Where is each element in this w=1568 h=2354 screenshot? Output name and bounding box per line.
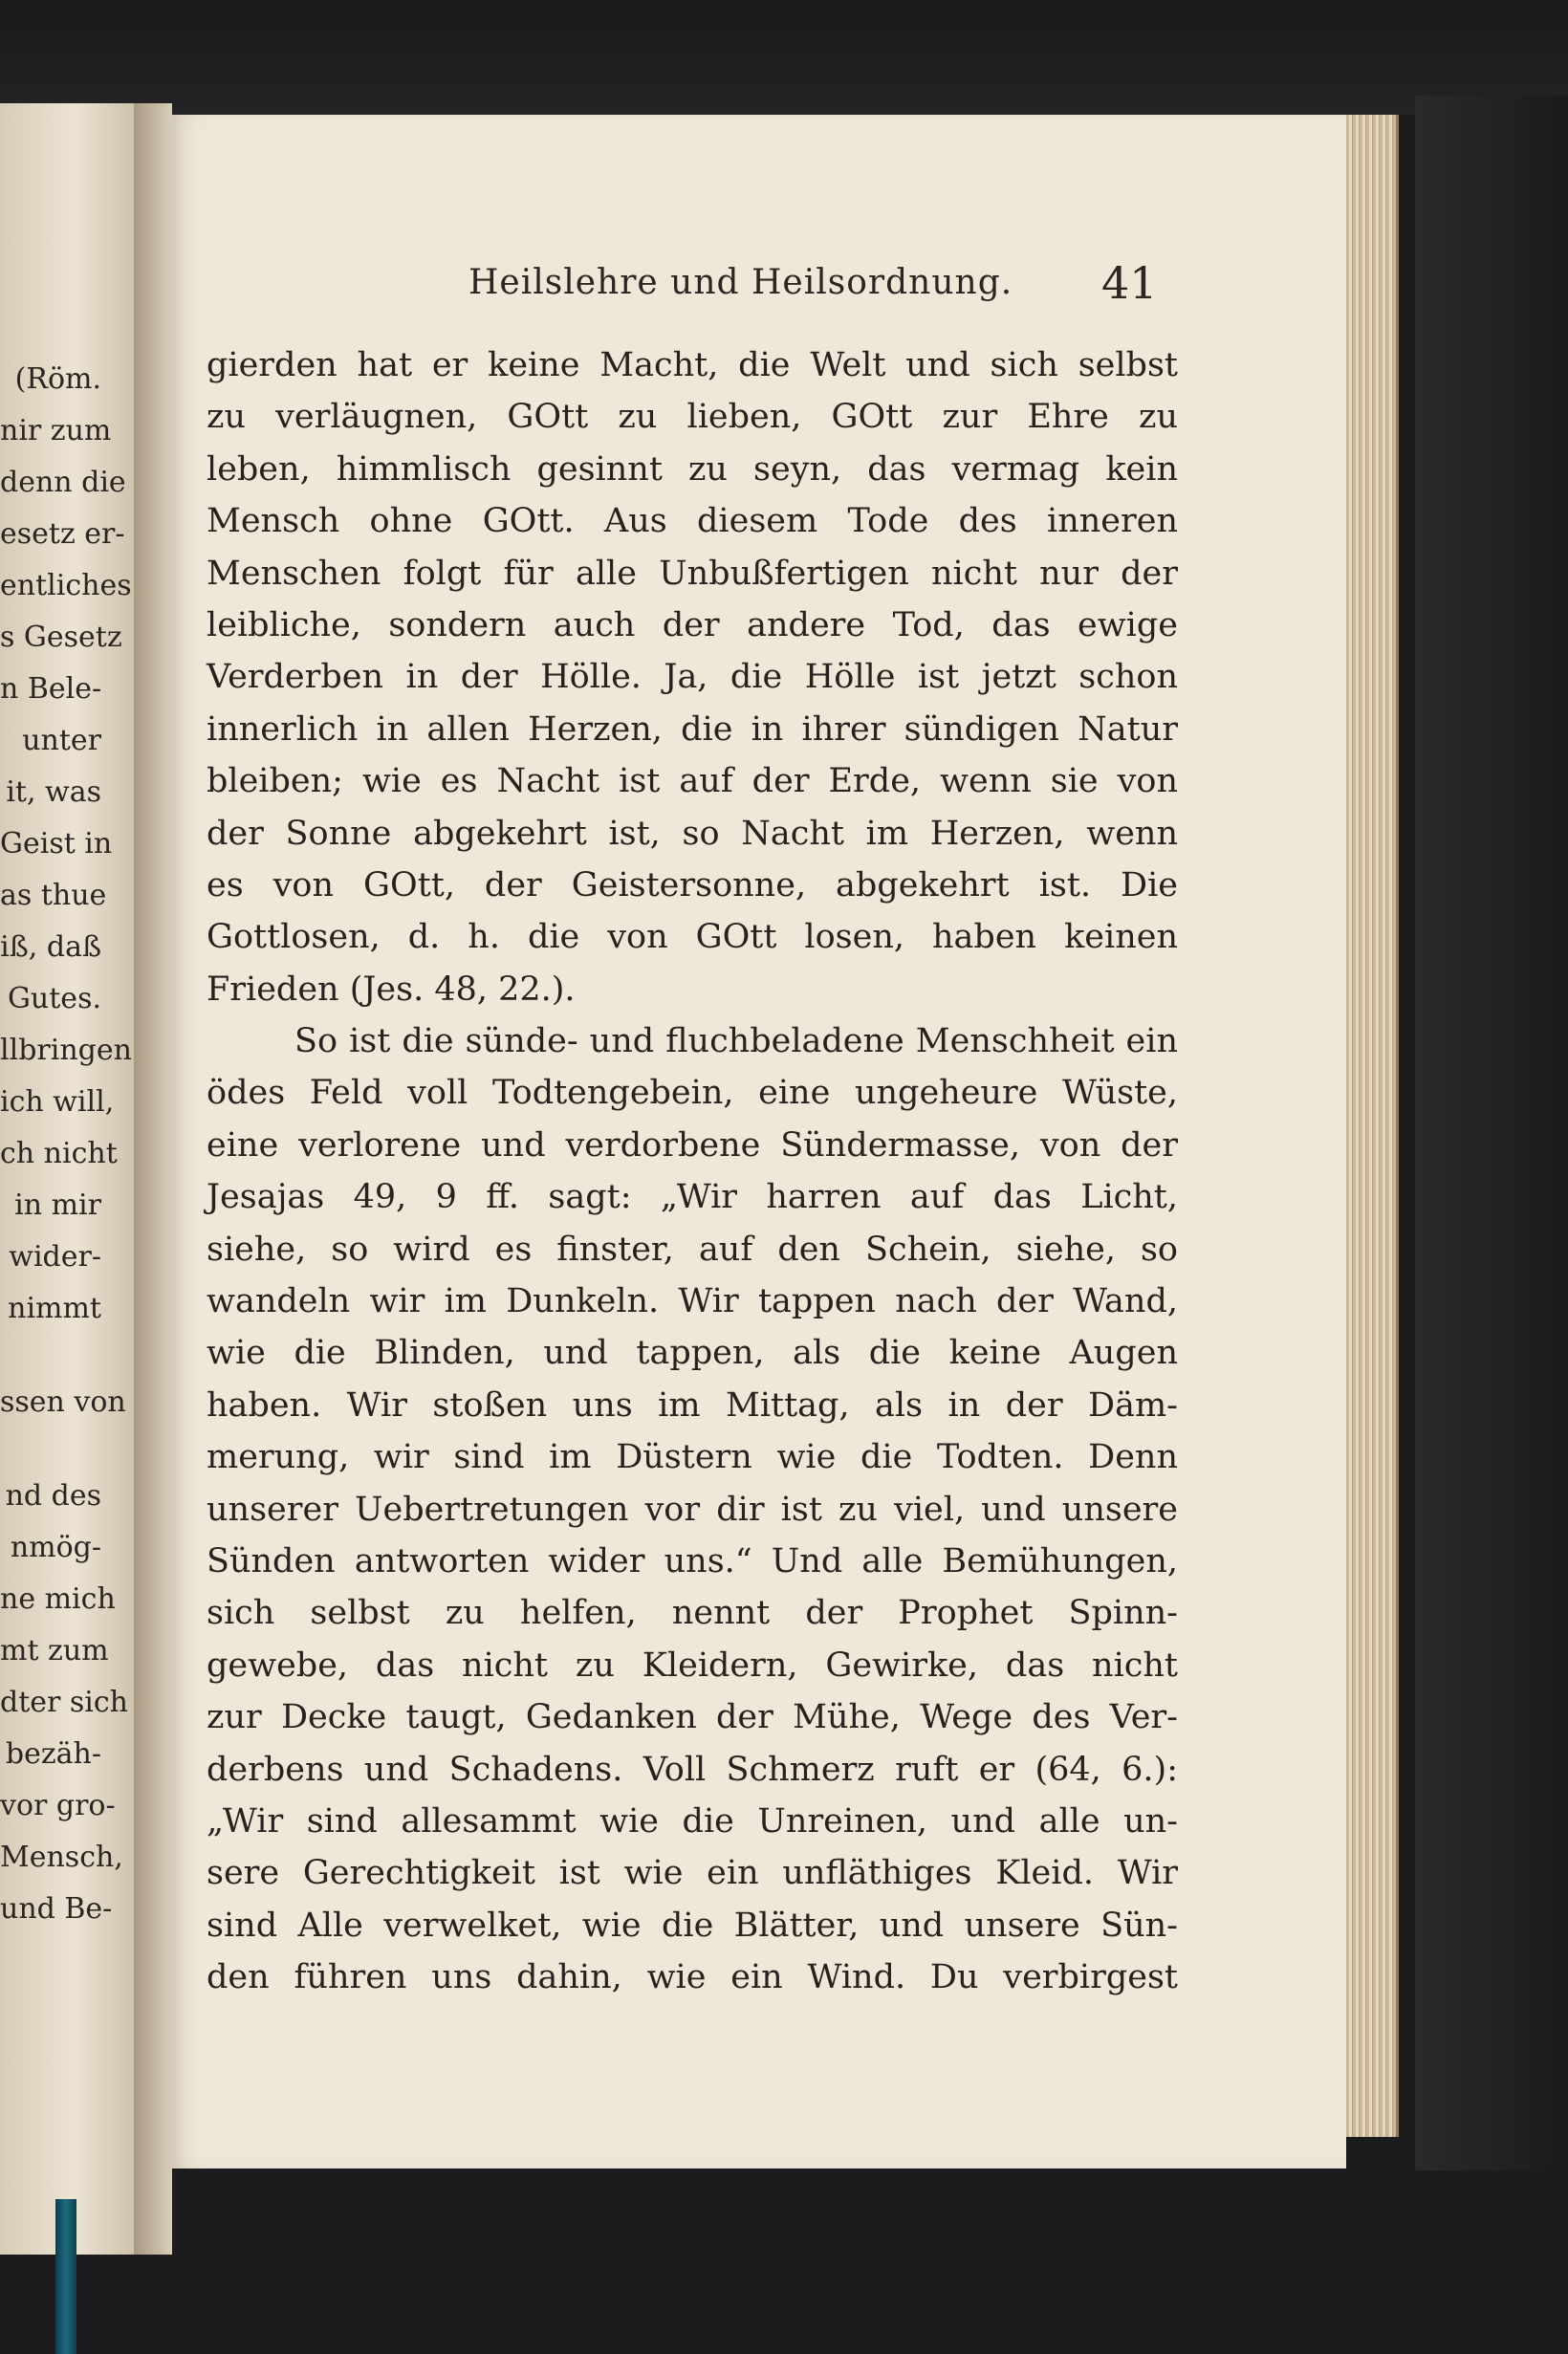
left-page-line: vor gro- xyxy=(0,1789,116,1822)
left-page-text xyxy=(0,354,134,1935)
text-line: Jesajas 49, 9 ff. sagt: „Wir harren auf das Licht, xyxy=(207,1178,1178,1217)
right-page xyxy=(172,115,1346,2169)
text-line: merung, wir sind im Düstern wie die Todten. Denn xyxy=(207,1438,1178,1477)
left-page-line: mt zum xyxy=(0,1634,109,1667)
body-text xyxy=(207,339,1178,2004)
text-line: wandeln wir im Dunkeln. Wir tappen nach der Wand, xyxy=(207,1282,1178,1321)
left-page-line: ch nicht xyxy=(0,1137,118,1170)
text-line: gierden hat er keine Macht, die Welt und sich selbst xyxy=(207,346,1178,384)
text-line: So ist die sünde- und fluchbeladene Menschheit ein xyxy=(294,1022,1178,1061)
left-page-line: bezäh- xyxy=(5,1737,101,1771)
text-line: unserer Uebertretungen vor dir ist zu viel, und unsere xyxy=(207,1490,1178,1529)
left-page-line: nmög- xyxy=(10,1531,101,1564)
text-line: leben, himmlisch gesinnt zu seyn, das vermag kein xyxy=(207,449,1178,489)
text-line: den führen uns dahin, wie ein Wind. Du verbirgest xyxy=(207,1958,1178,1997)
left-page-line: as thue xyxy=(0,879,107,912)
text-line: der Sonne abgekehrt ist, so Nacht im Herzen, wenn xyxy=(207,814,1178,853)
text-line: Gottlosen, d. h. die von GOtt losen, haben keinen xyxy=(207,918,1178,957)
text-line: Verderben in der Hölle. Ja, die Hölle ist jetzt schon xyxy=(207,658,1178,697)
bookmark-ribbon xyxy=(55,2199,76,2354)
left-page-line: esetz er- xyxy=(0,517,125,551)
text-line: haben. Wir stoßen uns im Mittag, als in der Däm- xyxy=(207,1385,1178,1425)
left-page-line: ich will, xyxy=(0,1085,115,1119)
text-line: Menschen folgt für alle Unbußfertigen nicht nur der xyxy=(207,554,1178,593)
left-page-line: ssen von xyxy=(0,1385,126,1419)
left-page-line: (Röm. xyxy=(14,362,101,396)
left-page-line: llbringen xyxy=(0,1034,132,1067)
text-line: „Wir sind allesammt wie die Unreinen, und alle un- xyxy=(207,1801,1178,1841)
left-page-line: entliches xyxy=(0,569,132,602)
text-line: innerlich in allen Herzen, die in ihrer sündigen Natur xyxy=(207,709,1178,749)
left-page-line: s Gesetz xyxy=(0,621,122,654)
text-line: sind Alle verwelket, wie die Blätter, und unsere Sün- xyxy=(207,1906,1178,1945)
text-line: wie die Blinden, und tappen, als die keine Augen xyxy=(207,1334,1178,1373)
left-page-line: in mir xyxy=(14,1188,101,1222)
left-page-line: wider- xyxy=(9,1240,101,1274)
text-line: sere Gerechtigkeit ist wie ein unfläthiges Kleid. Wir xyxy=(207,1854,1178,1893)
left-page-line: Mensch, xyxy=(0,1841,123,1874)
text-line: zu verläugnen, GOtt zu lieben, GOtt zur Ehre zu xyxy=(207,398,1178,437)
running-head-title: Heilslehre und Heilsordnung. xyxy=(468,263,1013,302)
book-cover-right xyxy=(1415,96,1568,2170)
left-page-line: n Bele- xyxy=(0,672,102,706)
left-page-line: Geist in xyxy=(0,827,113,861)
text-line: leibliche, sondern auch der andere Tod, das ewige xyxy=(207,605,1178,644)
text-line: sich selbst zu helfen, nennt der Prophet Spinn- xyxy=(207,1594,1178,1633)
left-page-line: unter xyxy=(22,724,101,757)
text-line: es von GOtt, der Geistersonne, abgekehrt ist. Die xyxy=(207,865,1178,905)
left-page-line: ne mich xyxy=(0,1582,116,1616)
text-line: gewebe, das nicht zu Kleidern, Gewirke, das nicht xyxy=(207,1646,1178,1685)
page-edges xyxy=(1346,115,1399,2137)
left-page-line: nd des xyxy=(5,1479,101,1513)
text-line: Sünden antworten wider uns.“ Und alle Bemühungen, xyxy=(207,1541,1178,1580)
text-line: bleiben; wie es Nacht ist auf der Erde, wenn sie von xyxy=(207,762,1178,801)
text-line: eine verlorene und verdorbene Sündermasse, von der xyxy=(207,1125,1178,1165)
left-page-line: nir zum xyxy=(0,414,112,447)
left-page-line: it, was xyxy=(6,775,101,809)
left-page xyxy=(0,103,134,2255)
left-page-line: nimmt xyxy=(8,1292,101,1325)
book-gutter xyxy=(134,103,172,2255)
text-line: ödes Feld voll Todtengebein, eine ungeheure Wüste, xyxy=(207,1074,1178,1113)
book-cover-top xyxy=(0,0,1568,115)
left-page-line: iß, daß xyxy=(0,930,101,964)
text-line: Mensch ohne GOtt. Aus diesem Tode des inneren xyxy=(207,502,1178,541)
text-line: siehe, so wird es finster, auf den Schein, siehe, so xyxy=(207,1230,1178,1269)
left-page-line: und Be- xyxy=(0,1892,113,1926)
text-line: zur Decke taugt, Gedanken der Mühe, Wege des Ver- xyxy=(207,1698,1178,1737)
page-number: 41 xyxy=(1101,257,1158,309)
left-page-line: Gutes. xyxy=(7,982,101,1015)
text-line: derbens und Schadens. Voll Schmerz ruft er (64, 6.): xyxy=(207,1750,1178,1789)
left-page-line xyxy=(0,1428,134,1471)
text-line: Frieden (Jes. 48, 22.). xyxy=(207,970,576,1009)
left-page-line: dter sich xyxy=(0,1686,129,1719)
left-page-line: denn die xyxy=(0,466,126,499)
left-page-line xyxy=(0,1335,134,1377)
running-head xyxy=(172,257,1346,320)
